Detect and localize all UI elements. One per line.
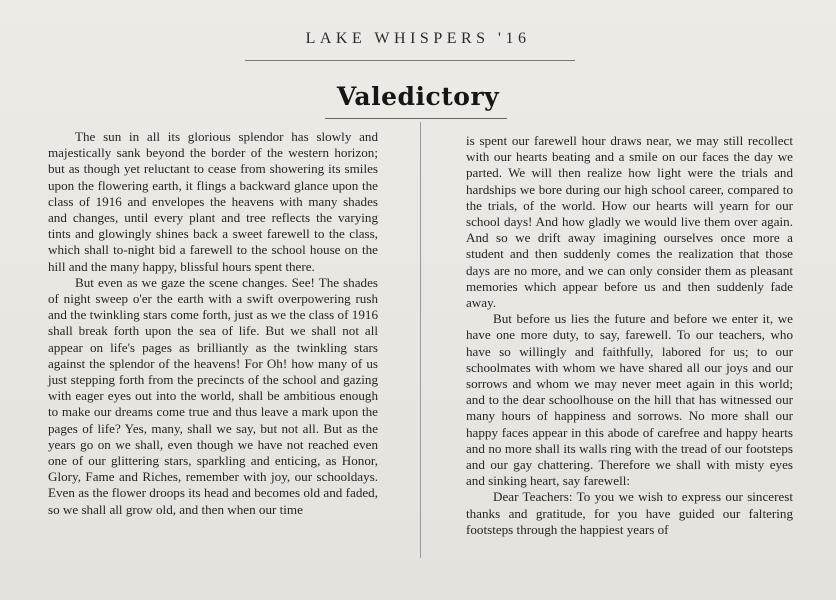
- header-rule: [245, 60, 575, 61]
- left-column: [48, 129, 378, 518]
- paragraph: Dear Teachers: To you we wish to express our sincerest thanks and gratitude, for you have guided our faltering footsteps through the happiest years of: [466, 489, 793, 537]
- column-divider: [420, 122, 421, 558]
- paragraph: But even as we gaze the scene changes. See! The shades of night sweep o'er the earth with a swift overpowering rush and the twinkling stars come forth, just as we the class of 1916 shall break forth upon the sea of life. But we shall not all appear on life's pages as brilliantly as the twinkling stars against the splendor of the heavens! For Oh! how many of us just stepping forth from the precincts of the school and gazing with eager eyes out into the world, shall be ambitious enough to make our dreams come true and thus leave a mark upon the pages of life? Yes, many, shall we say, but not all. But as the years go on we shall, even though we have not reached even one of our glittering stars, sparkling and enticing, as Honor, Glory, Fame and Riches, remember with joy, our schooldays. Even as the flower droops its head and becomes old and faded, so we shall all grow old, and then when our time: [48, 274, 378, 517]
- paragraph: The sun in all its glorious splendor has slowly and majestically sank beyond the border of the western horizon; but as though yet reluctant to cease from showering its smiles upon the flowering earth, it flings a backward glance upon the class of 1916 and envelopes the heavens with many shades and changes, until every plant and tree reflects the varying tints and glowingly shines back a sweet farewell to the class, which shall to-night bid a farewell to the school house on the hill and the many happy, blissful hours spent there.: [48, 129, 378, 274]
- paragraph-continued: is spent our farewell hour draws near, we may still recollect with our hearts beating and a smile on our faces the day we parted. We will then realize how light were the trials and hardships we bore during our high school career, compared to the trials, of the world. How our hearts will yearn for our school days! And how gladly we would live them over again. And so we drift away imagining ourselves once more a student and then suddenly comes the realization that those days are no more, and we can only consider them as pleasant memories which appear before us and then suddenly fade away.: [466, 133, 793, 311]
- title-rule: [325, 118, 507, 119]
- paragraph: But before us lies the future and before we enter it, we have one more duty, to say, farewell. To our teachers, who have so willingly and faithfully, labored for us; to our schoolmates with whom we have shared all our joys and our sorrows and whom we may never meet again in this world; and to the dear schoolhouse on the hill that has witnessed our many hours of happiness and sorrows. No more shall our happy faces appear in this abode of carefree and happy hearts and no more shall its walls ring with the tread of our footsteps and our gay chattering. Therefore we shall with misty eyes and sinking heart, say farewell:: [466, 311, 793, 489]
- right-column: [466, 133, 793, 538]
- running-head: LAKE WHISPERS '16: [305, 30, 531, 47]
- article-title: Valedictory: [336, 82, 500, 111]
